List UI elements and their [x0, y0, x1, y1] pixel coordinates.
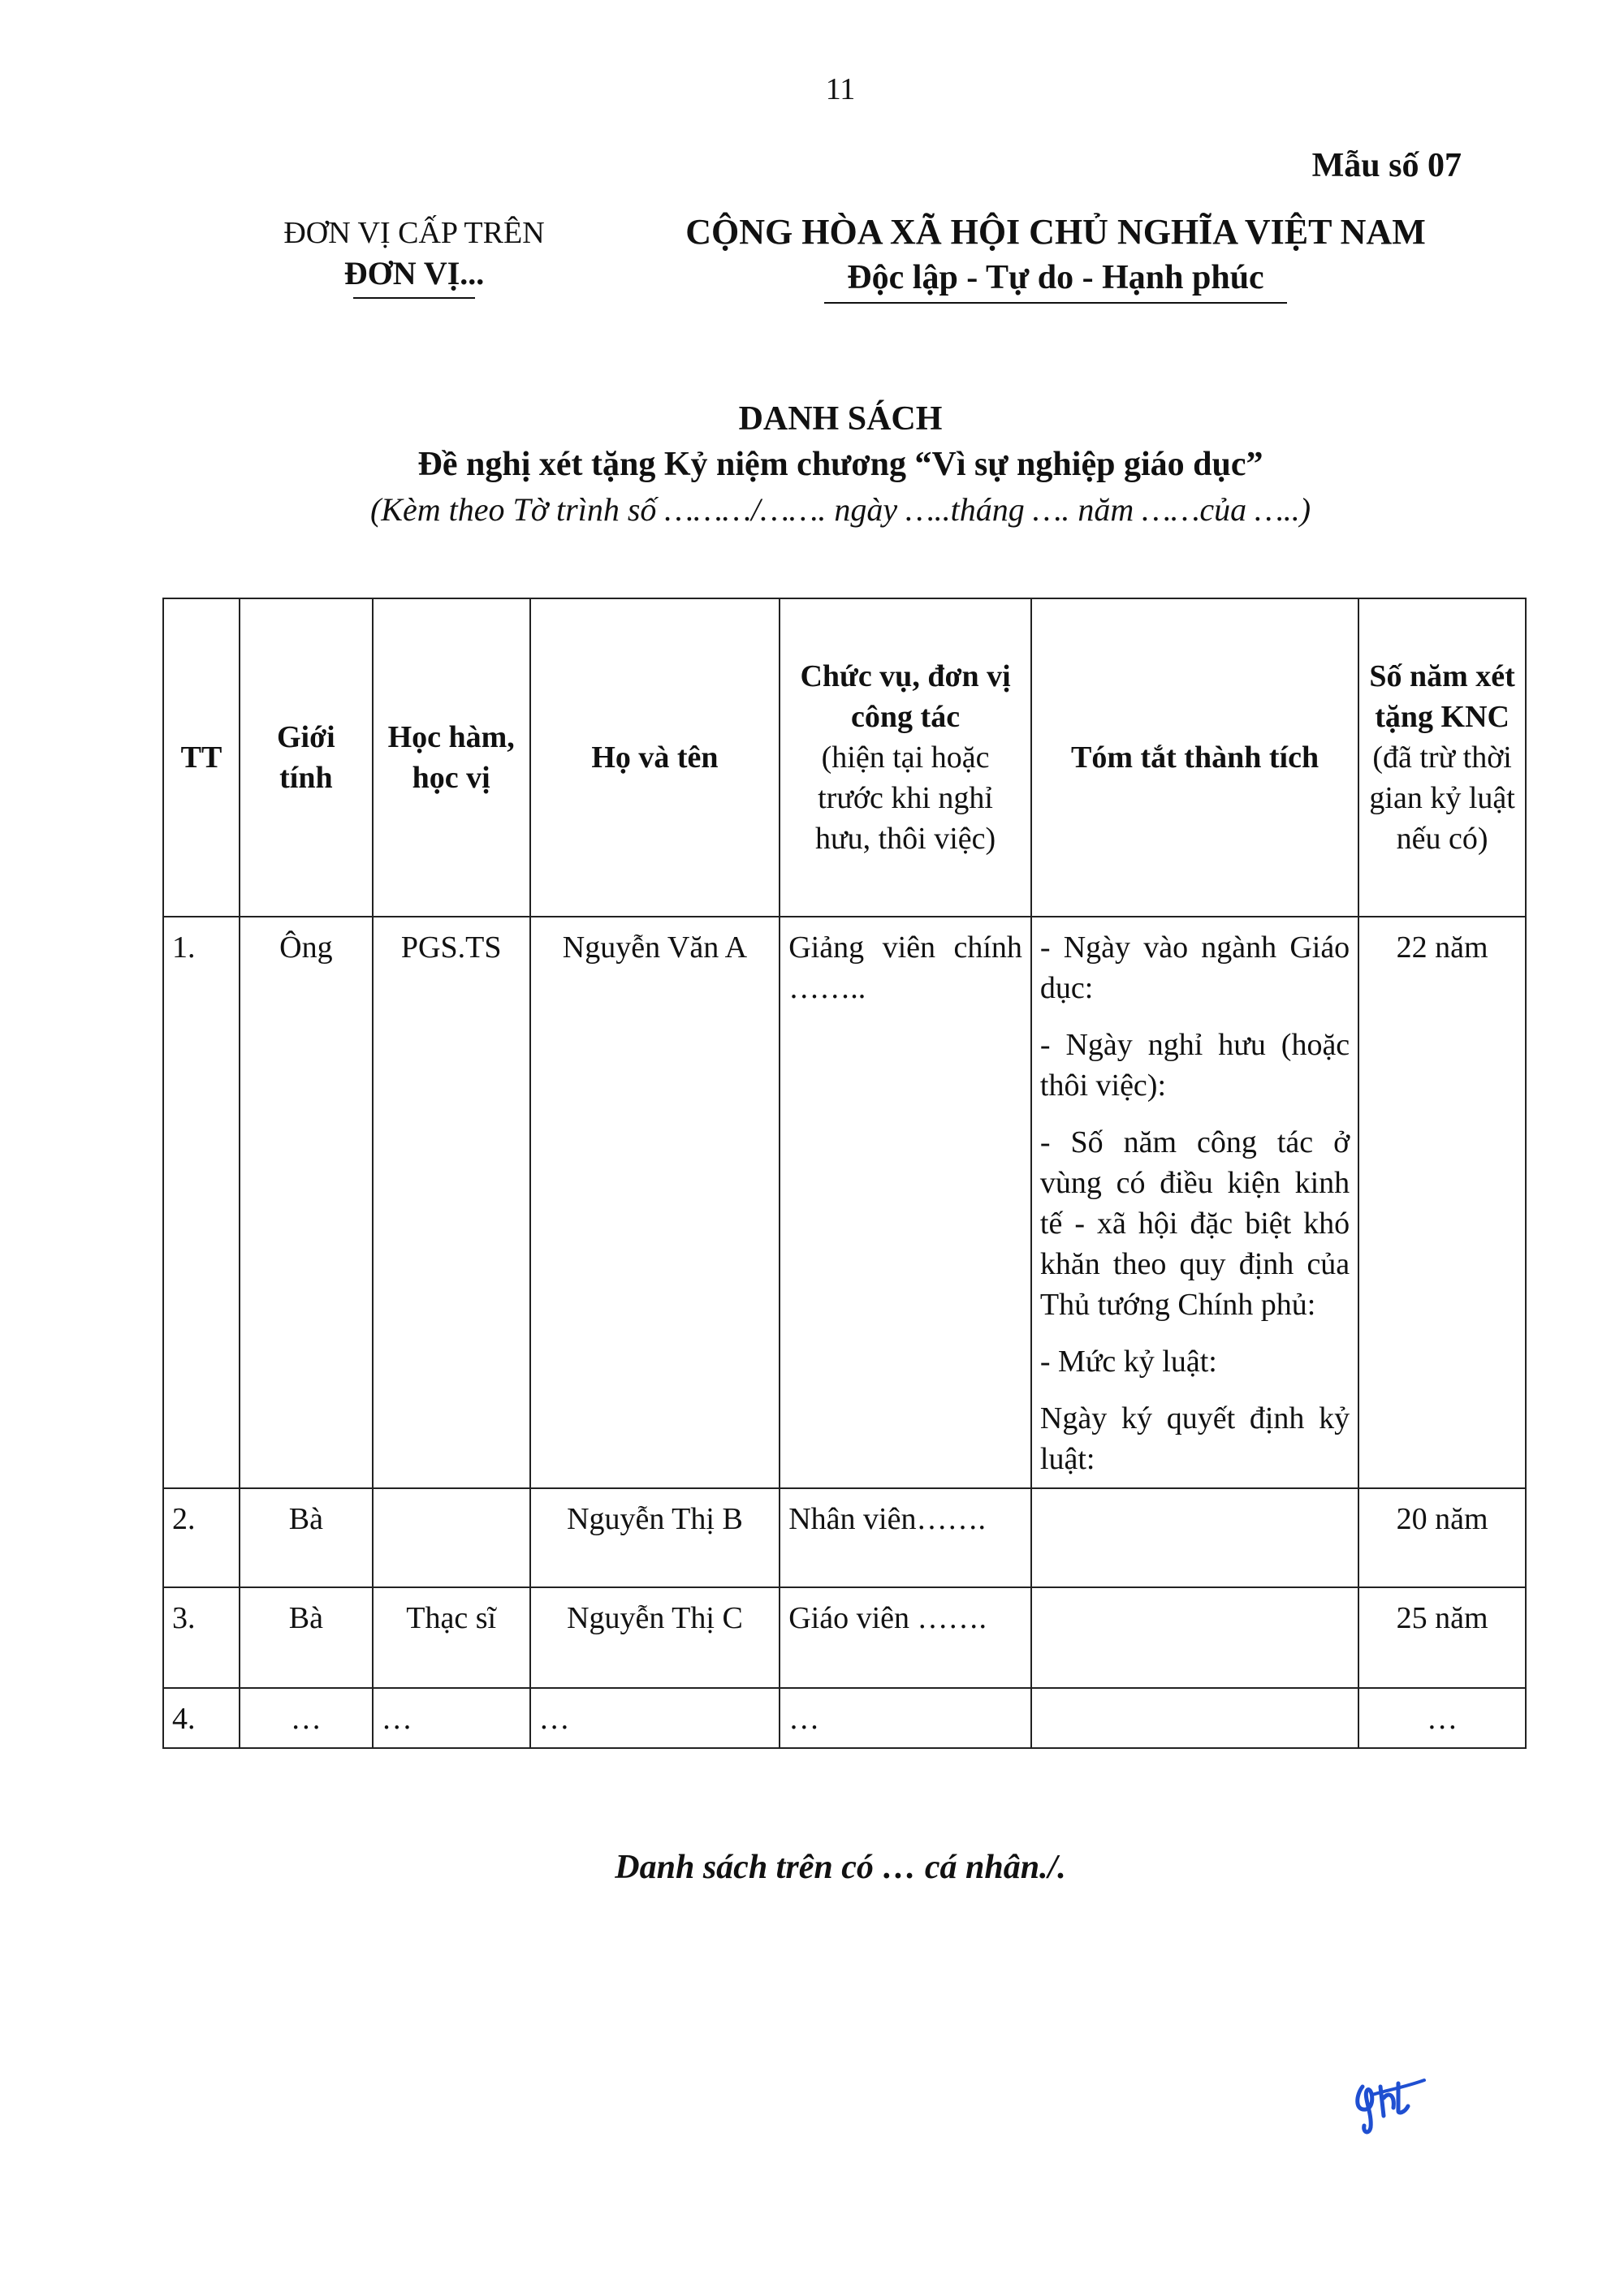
issuing-unit-header — [244, 213, 585, 299]
header-degree: Học hàm, học vị — [373, 598, 530, 917]
cell-name: Nguyễn Thị B — [530, 1488, 780, 1587]
table-row — [163, 1587, 1526, 1688]
header-gender: Giới tính — [240, 598, 373, 917]
cell-years: … — [1358, 1688, 1526, 1748]
cell-achievement — [1031, 1688, 1358, 1748]
national-motto: Độc lập - Tự do - Hạnh phúc — [847, 259, 1264, 296]
achievement-line: - Số năm công tác ở vùng có điều kiện kinh tế - xã hội đặc biệt khó khăn theo quy định của Thủ tướng Chính phủ: — [1039, 1125, 1350, 1322]
table-header-row — [163, 598, 1526, 917]
cell-tt: 2. — [163, 1488, 240, 1587]
unit-label: ĐƠN VỊ... — [343, 255, 485, 291]
cell-gender: Bà — [240, 1488, 373, 1587]
cell-gender: Bà — [240, 1587, 373, 1688]
unit-underline — [353, 297, 475, 299]
cell-position: … — [780, 1688, 1031, 1748]
table-row — [163, 917, 1526, 1488]
header-years: Số năm xét tặng KNC (đã trừ thời gian kỷ luật nếu có) — [1358, 598, 1526, 917]
cell-name: … — [530, 1688, 780, 1748]
cell-name: Nguyễn Văn A — [530, 917, 780, 1488]
cell-degree — [373, 1488, 530, 1587]
national-header — [633, 209, 1478, 304]
cell-tt: 4. — [163, 1688, 240, 1748]
footer-note: Danh sách trên có … cá nhân./. — [615, 1849, 1066, 1886]
header-position: Chức vụ, đơn vị công tác (hiện tại hoặc trước khi nghỉ hưu, thôi việc) — [780, 598, 1031, 917]
attachment-note: (Kèm theo Tờ trình số ………/……. ngày …..tháng …. năm ……của …..) — [369, 491, 1311, 528]
achievement-line: - Ngày nghỉ hưu (hoặc thôi việc): — [1039, 1028, 1350, 1103]
cell-years: 25 năm — [1358, 1587, 1526, 1688]
document-title: DANH SÁCH — [738, 400, 943, 438]
header-name: Họ và tên — [530, 598, 780, 917]
cell-gender: Ông — [240, 917, 373, 1488]
form-code: Mẫu số 07 — [1311, 147, 1462, 184]
cell-degree: PGS.TS — [373, 917, 530, 1488]
nominee-table — [162, 598, 1527, 1749]
cell-name: Nguyễn Thị C — [530, 1587, 780, 1688]
achievement-line: Ngày ký quyết định kỷ luật: — [1039, 1401, 1350, 1476]
achievement-line: - Ngày vào ngành Giáo dục: — [1039, 930, 1350, 1005]
header-tt: TT — [163, 598, 240, 917]
table-row — [163, 1488, 1526, 1587]
cell-tt: 3. — [163, 1587, 240, 1688]
cell-years: 20 năm — [1358, 1488, 1526, 1587]
title-block — [0, 396, 1624, 533]
table-row — [163, 1688, 1526, 1748]
parent-unit-label: ĐƠN VỊ CẤP TRÊN — [283, 216, 545, 250]
motto-underline — [824, 302, 1287, 304]
cell-achievement — [1031, 917, 1358, 1488]
page-number: 11 — [825, 72, 856, 106]
cell-position: Giáo viên ……. — [780, 1587, 1031, 1688]
document-subtitle: Đề nghị xét tặng Kỷ niệm chương “Vì sự nghiệp giáo dục” — [417, 446, 1263, 483]
cell-position: Nhân viên……. — [780, 1488, 1031, 1587]
header-achievement: Tóm tắt thành tích — [1031, 598, 1358, 917]
cell-achievement — [1031, 1587, 1358, 1688]
cell-gender: … — [240, 1688, 373, 1748]
nation-name: CỘNG HÒA XÃ HỘI CHỦ NGHĨA VIỆT NAM — [685, 212, 1426, 252]
cell-position: Giảng viên chính …….. — [780, 917, 1031, 1488]
cell-degree: … — [373, 1688, 530, 1748]
achievement-line: - Mức kỷ luật: — [1039, 1345, 1217, 1379]
cell-degree: Thạc sĩ — [373, 1587, 530, 1688]
cell-years: 22 năm — [1358, 917, 1526, 1488]
initials-signature-icon — [1348, 2062, 1429, 2143]
cell-achievement — [1031, 1488, 1358, 1587]
cell-tt: 1. — [163, 917, 240, 1488]
